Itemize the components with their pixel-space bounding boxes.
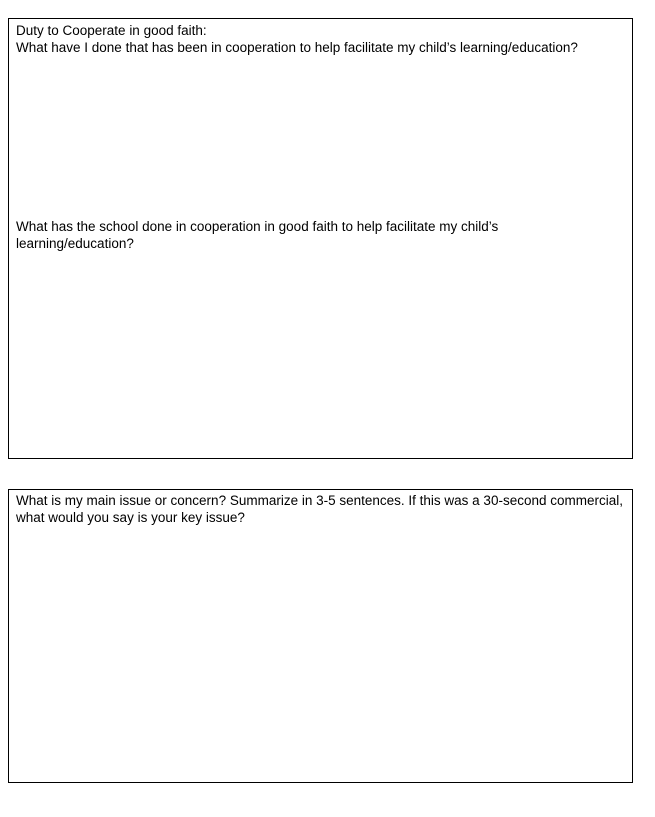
main-issue-box	[8, 489, 633, 783]
main-issue-question: What is my main issue or concern? Summarize in 3-5 sentences. If this was a 30-second commercial, what would you say is your key issue?	[16, 493, 623, 525]
parent-cooperation-question: What have I done that has been in cooperation to help facilitate my child’s learning/education?	[16, 40, 578, 55]
cooperation-box	[8, 18, 633, 459]
school-cooperation-question: What has the school done in cooperation in good faith to help facilitate my child’s learning/education?	[16, 219, 499, 251]
cooperation-heading: Duty to Cooperate in good faith:	[16, 23, 207, 38]
